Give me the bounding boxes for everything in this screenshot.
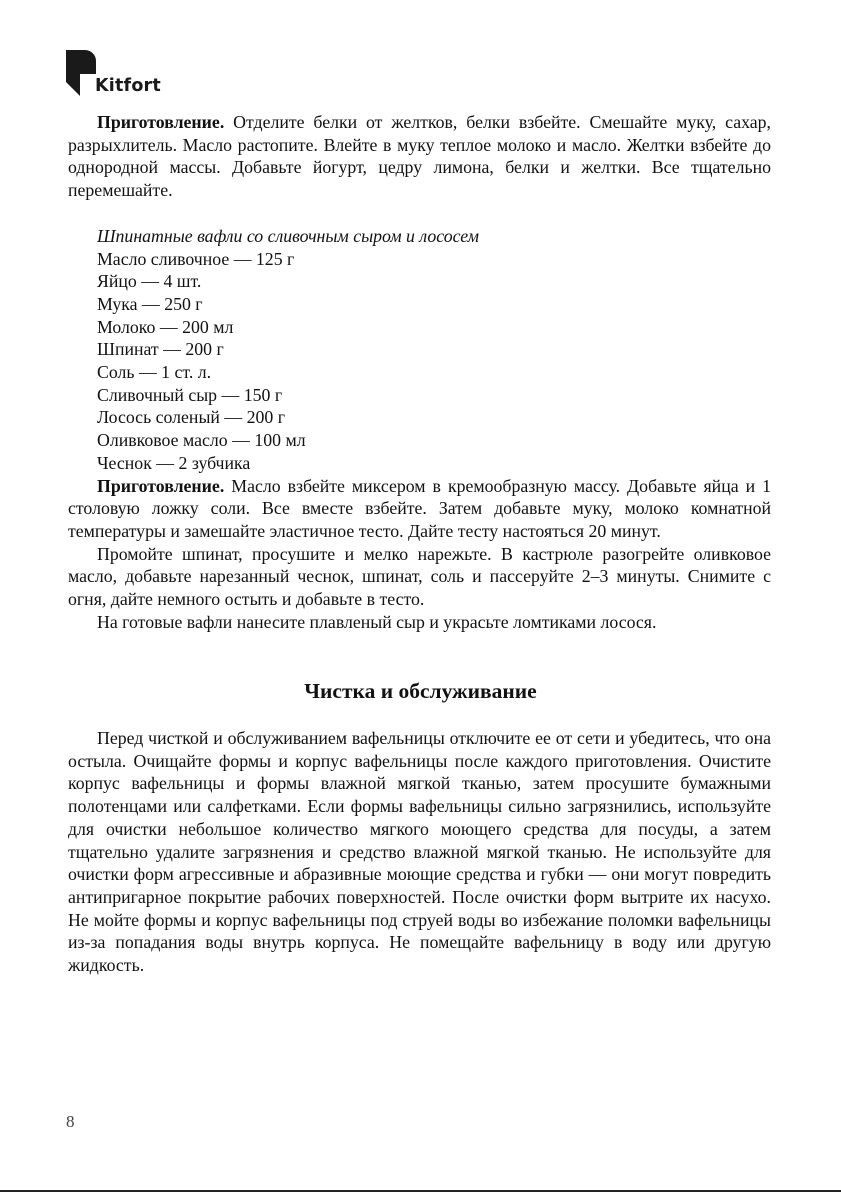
cleaning-content bbox=[68, 727, 771, 977]
recipe-title: Шпинатные вафли со сливочным сыром и лососем bbox=[97, 225, 480, 246]
ingredient-item: Оливковое масло — 100 мл bbox=[97, 430, 306, 451]
recipe-content bbox=[68, 111, 771, 633]
ingredient-list bbox=[68, 248, 771, 475]
ingredient-item: Яйцо — 4 шт. bbox=[97, 271, 202, 292]
ingredient-item: Масло сливочное — 125 г bbox=[97, 248, 295, 269]
kitfort-logo bbox=[66, 50, 186, 102]
ingredient-item: Лосось соленый — 200 г bbox=[97, 407, 285, 428]
ingredient-item: Соль — 1 ст. л. bbox=[97, 362, 212, 383]
preparation-text: Отделите белки от желтков, белки взбейте. Смешайте муку, сахар, разрыхлитель. Масло растопите. Влейте в муку теплое молоко и масло. Желтки взбейте до однородной массы. Добавьте йогурт, цедру лимона, белки и желтки. Все тщательно перемешайте. bbox=[68, 112, 771, 201]
prev-recipe-preparation bbox=[68, 111, 771, 202]
ingredient-item: Молоко — 200 мл bbox=[97, 316, 234, 337]
logo-wordmark: Kitfort bbox=[95, 76, 161, 96]
preparation-label: Приготовление. bbox=[97, 475, 225, 496]
page-number: 8 bbox=[66, 1112, 75, 1131]
cleaning-paragraph: Перед чисткой и обслуживанием вафельницы отключите ее от сети и убедитесь, что она остыла. Очищайте формы и корпус вафельницы после каждого приготовления. Очистите корпус вафельницы и формы влажной мягкой тканью, затем просушите бумажными полотенцами или салфетками. Если формы вафельницы сильно загрязнились, используйте для очистки небольшое количество мягкого моющего средства для посуды, а затем тщательно удалите загрязнения и средство влажной мягкой тканью. Не используйте для очистки форм агрессивные и абразивные моющие средства и губки — они могут повредить антипригарное покрытие рабочих поверхностей. После очистки форм вытрите их насухо. Не мойте формы и корпус вафельницы под струей воды во избежание поломки вафельницы из-за попадания воды внутрь корпуса. Не помещайте вафельницу в воду или другую жидкость. bbox=[68, 728, 771, 976]
recipe-step-3: На готовые вафли нанесите плавленый сыр и украсьте ломтиками лосося. bbox=[97, 611, 657, 632]
recipe-preparation bbox=[68, 475, 771, 543]
kitfort-logo-icon bbox=[66, 50, 96, 102]
ingredient-item: Чеснок — 2 зубчика bbox=[97, 452, 251, 473]
preparation-label: Приготовление. bbox=[97, 112, 225, 132]
page-bottom-rule bbox=[0, 1190, 841, 1192]
ingredient-item: Сливочный сыр — 150 г bbox=[97, 384, 283, 405]
section-title: Чистка и обслуживание bbox=[304, 679, 537, 703]
preparation-text: Масло взбейте миксером в кремообразную массу. Добавьте яйца и 1 столовую ложку соли. Все вместе взбейте. Затем добавьте муку, молоко комнатной температуры и замешайте эластичное тесто. Дайте тесту настояться 20 минут. bbox=[68, 475, 771, 541]
recipe-step-2: Промойте шпинат, просушите и мелко нарежьте. В кастрюле разогрейте оливковое масло, добавьте нарезанный чеснок, шпинат, соль и пассеруйте 2–3 минуты. Снимите с огня, дайте немного остыть и добавьте в тесто. bbox=[68, 543, 771, 610]
ingredient-item: Мука — 250 г bbox=[97, 293, 203, 314]
ingredient-item: Шпинат — 200 г bbox=[97, 339, 224, 360]
